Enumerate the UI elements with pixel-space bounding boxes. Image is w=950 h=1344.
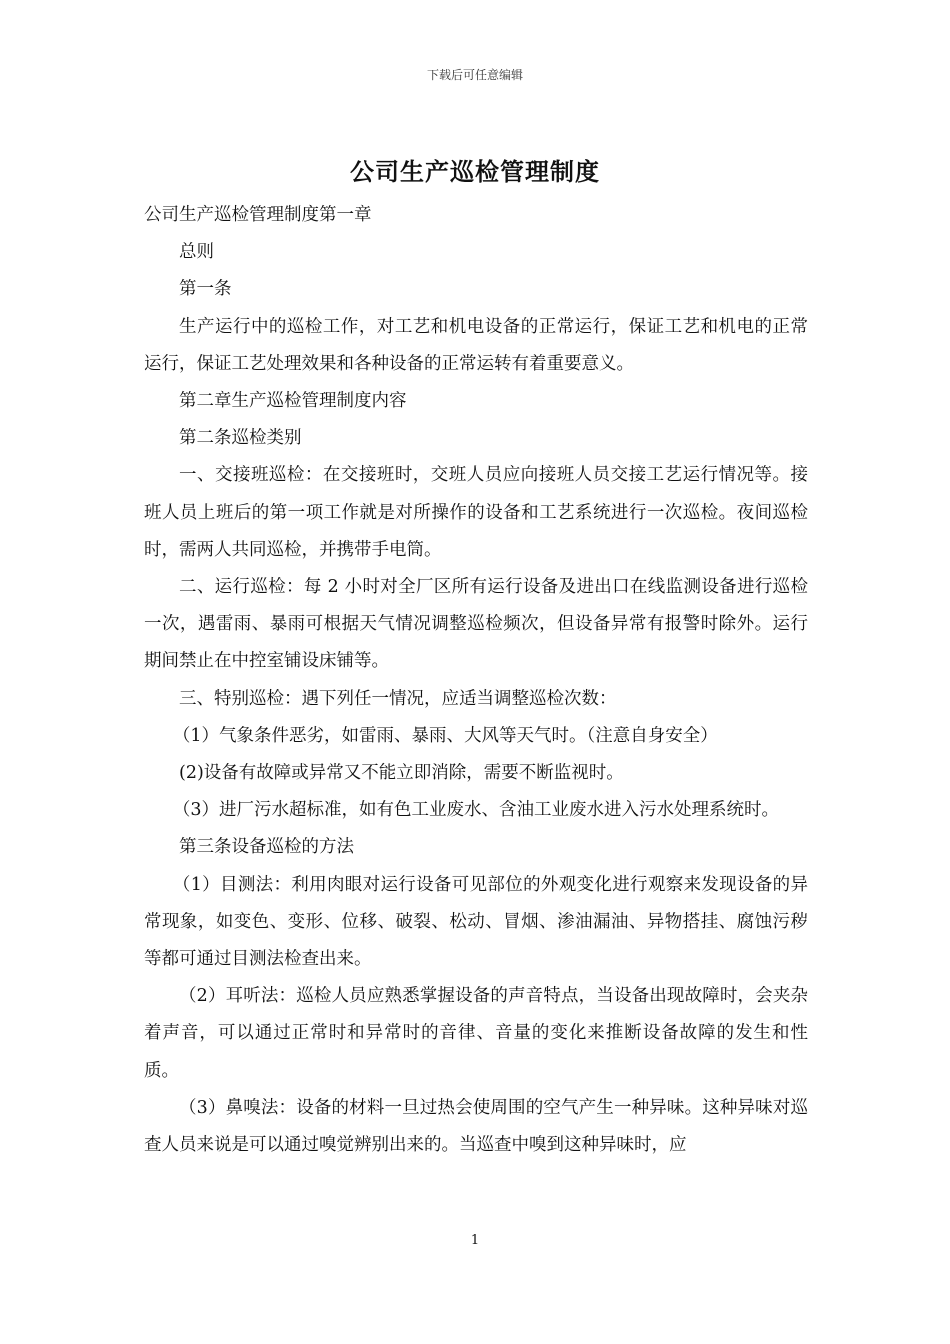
header-note: 下载后可任意编辑 (426, 68, 523, 82)
list-item: (2)设备有故障或异常又不能立即消除，需要不断监视时。 (179, 763, 624, 784)
paragraph: 生产运行中的巡检工作，对工艺和机电设备的正常运行，保证工艺和机电的正常运行，保证工艺处理效果和各种设备的正常运转有着重要意义。 (144, 316, 808, 374)
paragraph: 三、特别巡检：遇下列任一情况，应适当调整巡检次数： (179, 688, 617, 709)
list-item: （3）进厂污水超标准，如有色工业废水、含油工业废水进入污水处理系统时。 (172, 800, 780, 821)
list-item: （1）气象条件恶劣，如雷雨、暴雨、大风等天气时。（注意自身安全） (172, 725, 718, 746)
list-item: （3）鼻嗅法：设备的材料一旦过热会使周围的空气产生一种异味。这种异味对巡查人员来说是可以通过嗅觉辨别出来的。当巡查中嗅到这种异味时，应 (144, 1097, 808, 1156)
document-body (144, 197, 808, 1164)
document-title: 公司生产巡检管理制度 (350, 157, 600, 186)
list-item: （2）耳听法：巡检人员应熟悉掌握设备的声音特点，当设备出现故障时，会夹杂着声音，可以通过正常时和异常时的音律、音量的变化来推断设备故障的发生和性质。 (144, 986, 808, 1081)
paragraph: 一、交接班巡检：在交接班时，交班人员应向接班人员交接工艺运行情况等。接班人员上班后的第一项工作就是对所操作的设备和工艺系统进行一次巡检。夜间巡检时，需两人共同巡检，并携带手电筒。 (144, 465, 808, 560)
chapter-heading: 第二章生产巡检管理制度内容 (179, 391, 407, 412)
section-heading: 总则 (179, 242, 214, 263)
article-heading: 第三条设备巡检的方法 (179, 837, 354, 858)
paragraph: 二、运行巡检：每 2 小时对全厂区所有运行设备及进出口在线监测设备进行巡检一次，遇雷雨、暴雨可根据天气情况调整巡检频次，但设备异常有报警时除外。运行期间禁止在中控室铺设床铺等。 (144, 577, 808, 672)
article-heading: 第一条 (179, 279, 232, 300)
list-item: （1）目测法：利用肉眼对运行设备可见部位的外观变化进行观察来发现设备的异常现象，如变色、变形、位移、破裂、松动、冒烟、渗油漏油、异物搭挂、腐蚀污秽等都可通过目测法检查出来。 (144, 874, 808, 970)
chapter-heading: 公司生产巡检管理制度第一章 (144, 205, 372, 225)
article-heading: 第二条巡检类别 (179, 428, 302, 449)
page-number: 1 (470, 1233, 480, 1248)
